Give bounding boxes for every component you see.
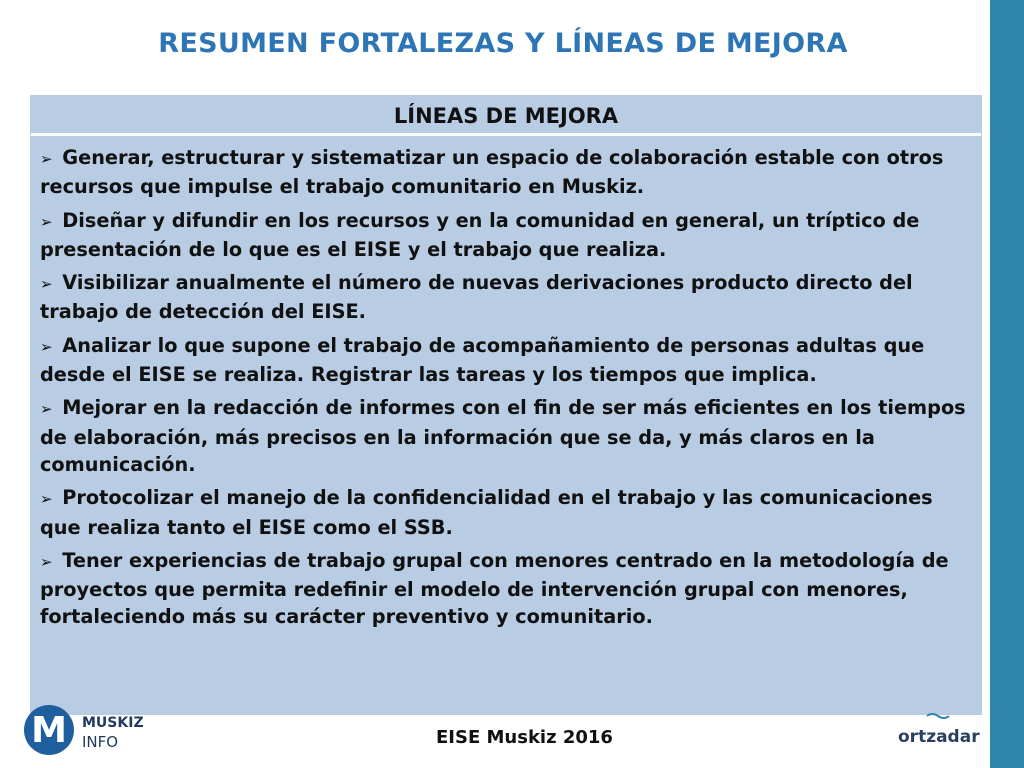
list-item-text: Mejorar en la redacción de informes con el fin de ser más eficientes en los tiempos de elaboración, más precisos en la información que se da, y más claros en la comunicación. xyxy=(40,396,966,476)
arrow-bullet-icon: ➢ xyxy=(40,275,53,294)
list-item xyxy=(40,144,971,201)
ortzadar-wave-icon xyxy=(926,712,950,720)
list-item xyxy=(40,484,971,541)
improvement-table xyxy=(30,95,982,715)
slide-title: RESUMEN FORTALEZAS Y LÍNEAS DE MEJORA xyxy=(158,28,848,59)
list-item-text: Tener experiencias de trabajo grupal con menores centrado en la metodología de proyectos que permita redefinir el modelo de intervención grupal con menores, fortaleciendo más su carácter preventivo y comunitario. xyxy=(40,548,949,629)
list-item-text: Diseñar y difundir en los recursos y en la comunidad en general, un tríptico de presentación de lo que es el EISE y el trabajo que realiza. xyxy=(40,208,920,261)
list-item xyxy=(40,269,971,326)
arrow-bullet-icon: ➢ xyxy=(40,400,53,419)
logo-line-1: MUSKIZ xyxy=(82,715,144,731)
arrow-bullet-icon: ➢ xyxy=(40,337,53,356)
list-item xyxy=(40,394,971,478)
table-body xyxy=(31,136,981,714)
right-accent-bar xyxy=(990,0,1024,768)
logo-line-2: INFO xyxy=(82,733,119,751)
list-item-text: Protocolizar el manejo de la confidencialidad en el trabajo y las comunicaciones que realiza tanto el EISE como el SSB. xyxy=(40,486,933,539)
ortzadar-logo xyxy=(898,712,988,757)
list-item-text: Analizar lo que supone el trabajo de acompañamiento de personas adultas que desde el EISE se realiza. Registrar las tareas y los tiempos que implica. xyxy=(40,333,925,387)
list-item-text: Visibilizar anualmente el número de nuevas derivaciones producto directo del trabajo de detección del EISE. xyxy=(40,271,913,324)
arrow-bullet-icon: ➢ xyxy=(40,150,53,168)
logo-mark: M xyxy=(24,705,74,755)
arrow-bullet-icon: ➢ xyxy=(40,552,53,571)
list-item xyxy=(40,332,971,389)
list-item-text: Generar, estructurar y sistematizar un espacio de colaboración estable con otros recursos que impulse el trabajo comunitario en Muskiz. xyxy=(40,146,944,199)
logo-text: ortzadar xyxy=(898,727,980,747)
table-header: LÍNEAS DE MEJORA xyxy=(31,96,981,136)
footer-text: EISE Muskiz 2016 xyxy=(436,727,613,748)
list-item xyxy=(40,207,971,264)
arrow-bullet-icon: ➢ xyxy=(40,490,53,509)
arrow-bullet-icon: ➢ xyxy=(40,212,53,231)
list-item xyxy=(40,547,971,631)
muskiz-info-logo xyxy=(24,703,154,759)
